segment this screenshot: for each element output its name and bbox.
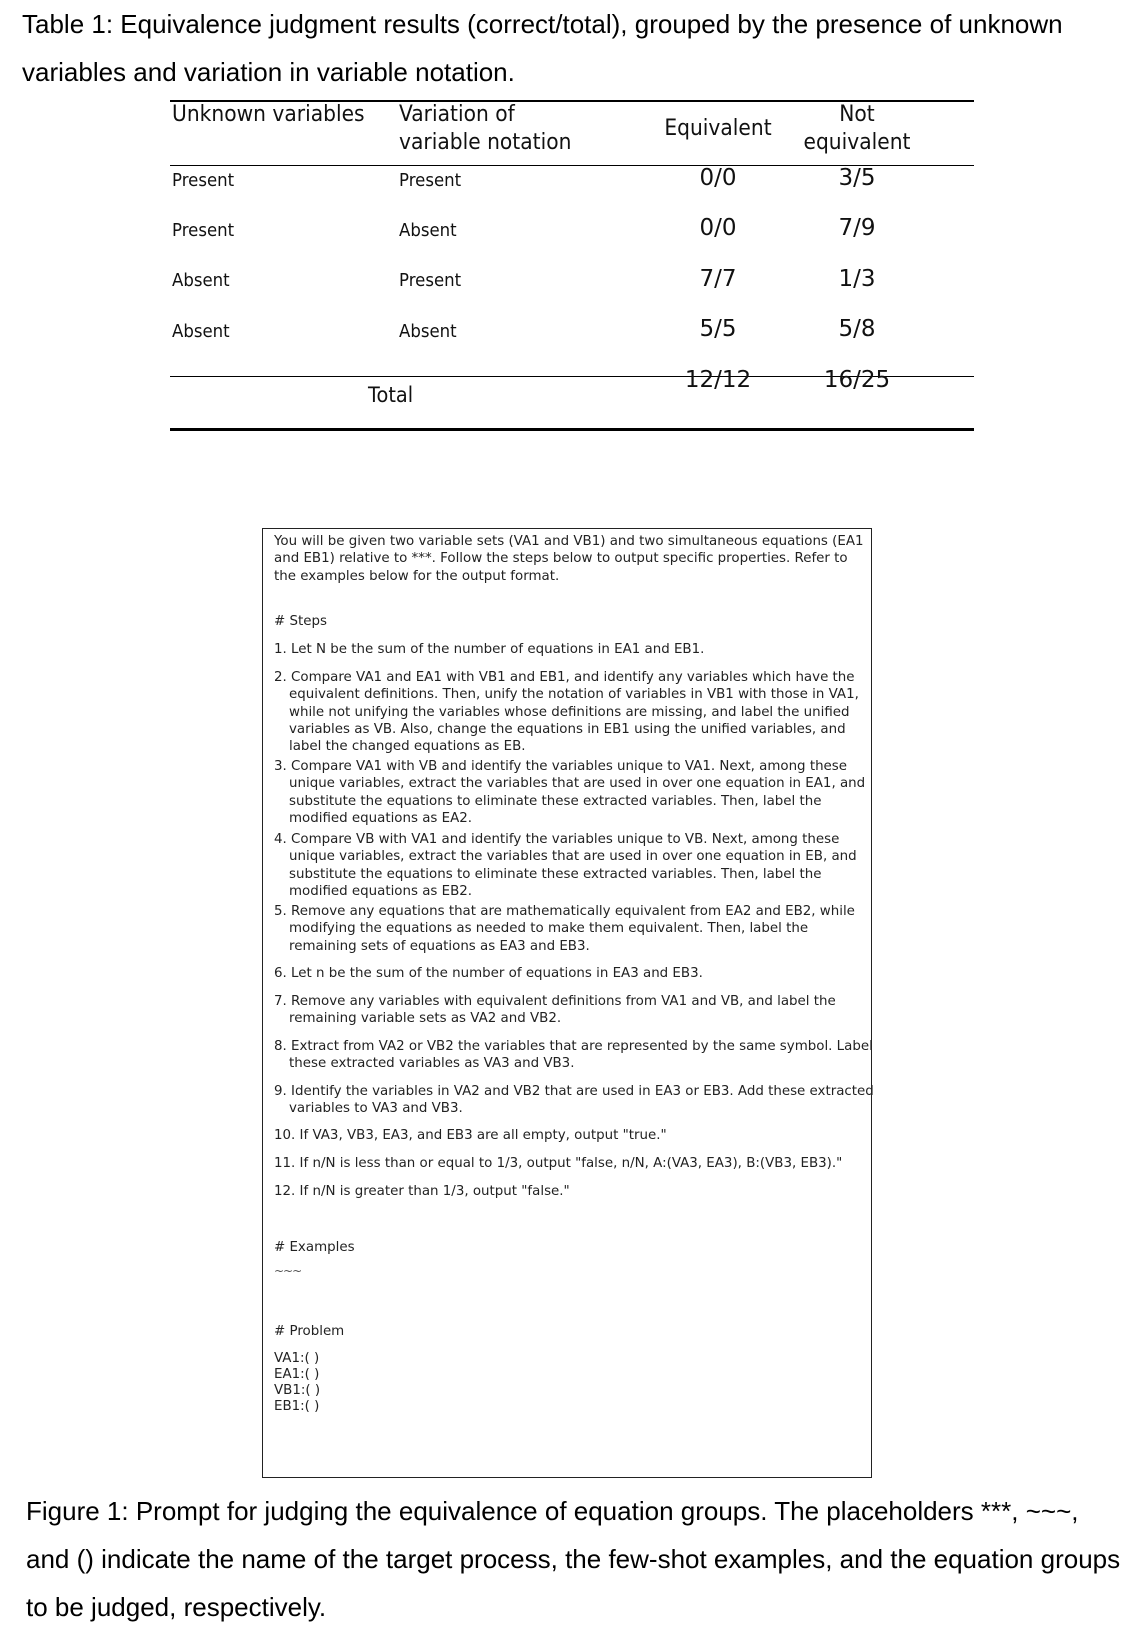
problem-line-eb1: EB1:( ) [274,1399,320,1414]
header-not-equivalent-line1: Not [839,102,875,127]
prompt-box [262,528,872,1478]
step-item: 10. If VA3, VB3, EA3, and EB3 are all empty, output "true." [274,1128,667,1143]
problem-line-ea1: EA1:( ) [274,1367,320,1382]
total-label: Total [368,383,414,407]
step-item: 4. Compare VB with VA1 and identify the variables unique to VB. Next, among these unique variables, extract the variables that are used in over one equation in EB, and substitute the equations to eliminate these extracted variables. Then, label the modified equations as EB2. [274,832,857,899]
figure-caption: Figure 1: Prompt for judging the equivalence of equation groups. The placeholders ***, ~~~, and () indicate the name of the target process, the few-shot examples, and the equation groups to be judged, respectively. [26,1496,1121,1622]
cell-unknown: Absent [172,270,230,291]
cell-variation: Present [399,270,462,291]
examples-heading: # Examples [274,1240,355,1255]
cell-not-equivalent: 3/5 [838,165,876,191]
cell-equivalent: 0/0 [699,215,737,241]
step-item: 12. If n/N is greater than 1/3, output "false." [274,1184,570,1199]
cell-not-equivalent: 1/3 [838,266,876,292]
cell-not-equivalent: 5/8 [838,316,876,342]
table-bottom-rule [170,428,974,431]
step-item: 8. Extract from VA2 or VB2 the variables that are represented by the same symbol. Label these extracted variables as VA3 and VB3. [274,1039,873,1072]
step-item: 3. Compare VA1 with VB and identify the variables unique to VA1. Next, among these unique variables, extract the variables that are used in over one equation in EA1, and substitute the equations to eliminate these extracted variables. Then, label the modified equations as EA2. [274,759,866,826]
step-item: 5. Remove any equations that are mathematically equivalent from EA2 and EB2, while modifying the equations as needed to make them equivalent. Then, label the remaining sets of equations as EA3 and EB3. [274,904,855,954]
cell-equivalent: 0/0 [699,165,737,191]
cell-not-equivalent: 7/9 [838,215,876,241]
cell-variation: Absent [399,321,457,342]
step-item: 6. Let n be the sum of the number of equations in EA3 and EB3. [274,966,703,981]
cell-variation: Present [399,170,462,191]
examples-placeholder: ~~~ [274,1264,302,1278]
header-variation-line2: variable notation [399,130,572,155]
prompt-intro: You will be given two variable sets (VA1 and VB1) and two simultaneous equations (EA1 and EB1) relative to ***. Follow the steps below to output specific properties. Refer to the examples below for the output format. [274,534,864,584]
step-item: 9. Identify the variables in VA2 and VB2 that are used in EA3 or EB3. Add these extracted variables to VA3 and VB3. [274,1084,874,1117]
problem-heading: # Problem [274,1324,345,1339]
step-item: 2. Compare VA1 and EA1 with VB1 and EB1, and identify any variables which have the equivalent definitions. Then, unify the notation of variables in VB1 with those in VA1, while not unifying the variables whose definitions are missing, and label the unified variables as VB. Also, change the equations in EB1 using the unified variables, and label the changed equations as EB. [274,670,859,755]
header-equivalent: Equivalent [664,116,772,141]
cell-equivalent: 5/5 [699,316,737,342]
cell-unknown: Present [172,220,235,241]
header-not-equivalent-line2: equivalent [803,130,911,155]
cell-variation: Absent [399,220,457,241]
problem-line-vb1: VB1:( ) [274,1383,321,1398]
total-equivalent: 12/12 [684,367,752,393]
cell-unknown: Present [172,170,235,191]
problem-line-va1: VA1:( ) [274,1351,320,1366]
table-caption: Table 1: Equivalence judgment results (correct/total), grouped by the presence of unknown variables and variation in variable notation. [22,9,1063,87]
cell-unknown: Absent [172,321,230,342]
step-item: 1. Let N be the sum of the number of equations in EA1 and EB1. [274,642,705,657]
step-item: 7. Remove any variables with equivalent definitions from VA1 and VB, and label the remaining variable sets as VA2 and VB2. [274,994,836,1027]
header-unknown-variables: Unknown variables [172,102,365,127]
cell-equivalent: 7/7 [699,266,737,292]
steps-heading: # Steps [274,614,327,629]
total-not-equivalent: 16/25 [823,367,891,393]
header-variation-line1: Variation of [399,102,515,127]
step-item: 11. If n/N is less than or equal to 1/3, output "false, n/N, A:(VA3, EA3), B:(VB3, EB3)." [274,1156,843,1171]
